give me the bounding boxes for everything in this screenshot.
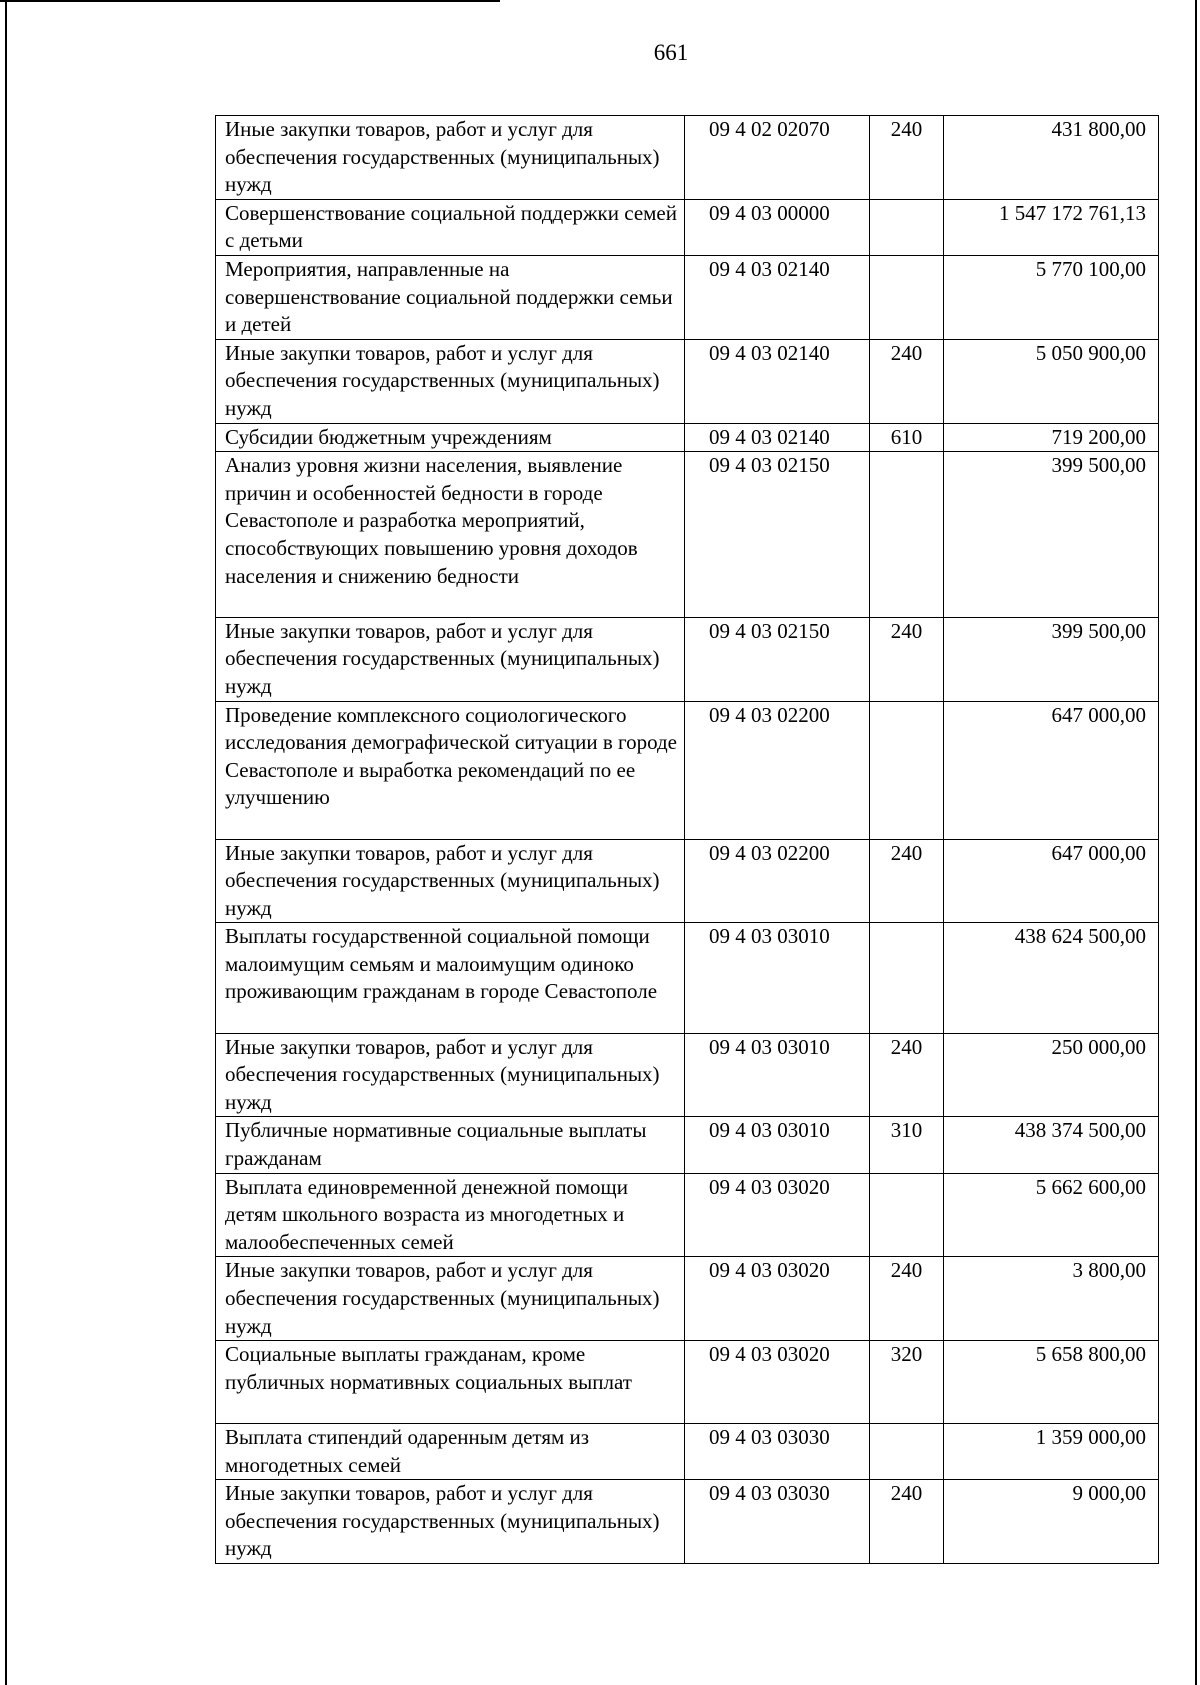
row-code-cell: 09 4 03 02150 [685, 452, 870, 618]
row-type-cell [870, 199, 944, 255]
row-name-cell: Иные закупки товаров, работ и услуг для обеспечения государственных (муниципальных) нужд [216, 1257, 685, 1341]
budget-table [215, 115, 1159, 1564]
row-type-cell: 240 [870, 1480, 944, 1564]
row-type-cell: 240 [870, 116, 944, 200]
row-type-cell [870, 1424, 944, 1480]
row-sum-cell: 5 770 100,00 [944, 255, 1159, 339]
table-row [216, 339, 1159, 423]
page-number: 661 [653, 40, 689, 65]
table-row [216, 1173, 1159, 1257]
scan-edge-line [0, 0, 500, 2]
row-code-cell: 09 4 03 03010 [685, 1033, 870, 1117]
row-sum-cell: 250 000,00 [944, 1033, 1159, 1117]
table-row [216, 1341, 1159, 1424]
row-code-cell: 09 4 03 00000 [685, 199, 870, 255]
row-name-cell: Выплата единовременной денежной помощи детям школьного возраста из многодетных и малообеспеченных семей [216, 1173, 685, 1257]
row-name-cell: Совершенствование социальной поддержки семей с детьми [216, 199, 685, 255]
row-code-cell: 09 4 03 02140 [685, 339, 870, 423]
row-sum-cell: 719 200,00 [944, 423, 1159, 452]
row-sum-cell: 431 800,00 [944, 116, 1159, 200]
row-name-cell: Анализ уровня жизни населения, выявление причин и особенностей бедности в городе Севастополе и разработка мероприятий, способствующих повышению уровня доходов населения и снижению бедности [216, 452, 685, 618]
row-code-cell: 09 4 03 02200 [685, 839, 870, 923]
row-code-cell: 09 4 02 02070 [685, 116, 870, 200]
row-sum-cell: 1 547 172 761,13 [944, 199, 1159, 255]
row-sum-cell: 438 374 500,00 [944, 1117, 1159, 1173]
row-sum-cell: 1 359 000,00 [944, 1424, 1159, 1480]
row-type-cell: 320 [870, 1341, 944, 1424]
table-row [216, 923, 1159, 1033]
row-sum-cell: 399 500,00 [944, 452, 1159, 618]
row-code-cell: 09 4 03 02140 [685, 423, 870, 452]
row-name-cell: Иные закупки товаров, работ и услуг для обеспечения государственных (муниципальных) нужд [216, 339, 685, 423]
row-name-cell: Иные закупки товаров, работ и услуг для обеспечения государственных (муниципальных) нужд [216, 617, 685, 701]
table-row [216, 701, 1159, 839]
row-name-cell: Социальные выплаты гражданам, кроме публичных нормативных социальных выплат [216, 1341, 685, 1424]
row-type-cell: 240 [870, 339, 944, 423]
row-name-cell: Выплаты государственной социальной помощи малоимущим семьям и малоимущим одиноко проживающим гражданам в городе Севастополе [216, 923, 685, 1033]
row-name-cell: Мероприятия, направленные на совершенствование социальной поддержки семьи и детей [216, 255, 685, 339]
row-sum-cell: 399 500,00 [944, 617, 1159, 701]
row-name-cell: Проведение комплексного социологического исследования демографической ситуации в городе Севастополе и выработка рекомендаций по ее улучшению [216, 701, 685, 839]
row-code-cell: 09 4 03 02150 [685, 617, 870, 701]
row-sum-cell: 5 050 900,00 [944, 339, 1159, 423]
row-name-cell: Иные закупки товаров, работ и услуг для обеспечения государственных (муниципальных) нужд [216, 116, 685, 200]
row-type-cell: 240 [870, 1257, 944, 1341]
row-type-cell [870, 255, 944, 339]
table-row [216, 452, 1159, 618]
table-row [216, 423, 1159, 452]
table-row [216, 255, 1159, 339]
row-name-cell: Выплата стипендий одаренным детям из многодетных семей [216, 1424, 685, 1480]
row-type-cell [870, 1173, 944, 1257]
row-type-cell: 310 [870, 1117, 944, 1173]
scan-border-left [5, 0, 7, 1685]
row-sum-cell: 9 000,00 [944, 1480, 1159, 1564]
row-sum-cell: 3 800,00 [944, 1257, 1159, 1341]
table-row [216, 199, 1159, 255]
row-sum-cell: 5 658 800,00 [944, 1341, 1159, 1424]
table-row [216, 839, 1159, 923]
row-code-cell: 09 4 03 03030 [685, 1424, 870, 1480]
table-row [216, 116, 1159, 200]
row-code-cell: 09 4 03 03020 [685, 1173, 870, 1257]
row-code-cell: 09 4 03 03020 [685, 1257, 870, 1341]
row-type-cell: 240 [870, 839, 944, 923]
row-name-cell: Публичные нормативные социальные выплаты гражданам [216, 1117, 685, 1173]
row-type-cell [870, 452, 944, 618]
table-row [216, 1257, 1159, 1341]
row-sum-cell: 647 000,00 [944, 839, 1159, 923]
row-name-cell: Субсидии бюджетным учреждениям [216, 423, 685, 452]
table-row [216, 1117, 1159, 1173]
row-type-cell [870, 701, 944, 839]
row-name-cell: Иные закупки товаров, работ и услуг для обеспечения государственных (муниципальных) нужд [216, 1033, 685, 1117]
table-row [216, 1480, 1159, 1564]
row-sum-cell: 5 662 600,00 [944, 1173, 1159, 1257]
row-type-cell [870, 923, 944, 1033]
row-name-cell: Иные закупки товаров, работ и услуг для обеспечения государственных (муниципальных) нужд [216, 1480, 685, 1564]
scan-border-right [1195, 0, 1197, 1685]
budget-table-body [216, 116, 1159, 1564]
row-type-cell: 240 [870, 1033, 944, 1117]
row-code-cell: 09 4 03 02140 [685, 255, 870, 339]
row-type-cell: 240 [870, 617, 944, 701]
row-code-cell: 09 4 03 03030 [685, 1480, 870, 1564]
table-row [216, 1424, 1159, 1480]
table-row [216, 1033, 1159, 1117]
row-sum-cell: 438 624 500,00 [944, 923, 1159, 1033]
row-code-cell: 09 4 03 03010 [685, 1117, 870, 1173]
row-sum-cell: 647 000,00 [944, 701, 1159, 839]
row-code-cell: 09 4 03 02200 [685, 701, 870, 839]
row-code-cell: 09 4 03 03020 [685, 1341, 870, 1424]
table-row [216, 617, 1159, 701]
row-name-cell: Иные закупки товаров, работ и услуг для обеспечения государственных (муниципальных) нужд [216, 839, 685, 923]
row-type-cell: 610 [870, 423, 944, 452]
row-code-cell: 09 4 03 03010 [685, 923, 870, 1033]
